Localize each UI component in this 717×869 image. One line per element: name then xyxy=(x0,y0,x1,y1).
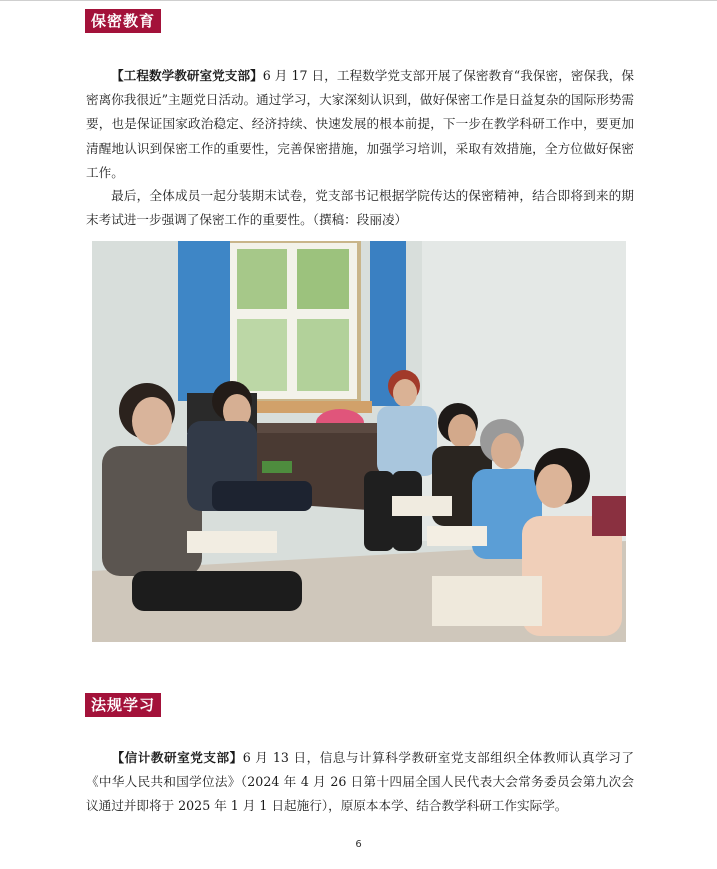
paragraph-law-study xyxy=(86,746,634,819)
paragraph-body: 6 月 17 日，工程数学党支部开展了保密教育“我保密，密保我，保密离你我很近”主题党日活动。通过学习，大家深刻认识到，做好保密工作是日益复杂的国际形势需要，也是保证国家政治稳定、经济持续、快速发展的根本前提，下一步在教学科研工作中，要更加清醒地认识到保密工作的重要性，完善保密措施，加强学习培训，采取有效措施，全方位做好保密工作。 xyxy=(86,68,634,180)
section-heading-law-study: 法规学习 xyxy=(85,693,161,717)
page-number: 6 xyxy=(355,839,362,850)
section-heading-confidentiality: 保密教育 xyxy=(85,9,161,33)
paragraph-exam-papers xyxy=(86,184,634,232)
paragraph-confidentiality-intro xyxy=(86,64,634,185)
meeting-photo xyxy=(92,241,626,642)
branch-name-info-computing: 【信计教研室党支部】 xyxy=(111,750,243,765)
branch-name-engineering-math: 【工程数学教研室党支部】 xyxy=(111,68,263,83)
paragraph-body: 最后，全体成员一起分装期末试卷，党支部书记根据学院传达的保密精神，结合即将到来的期末考试进一步强调了保密工作的重要性。（撰稿：段丽凌） xyxy=(86,188,634,228)
paragraph-body: 6 月 13 日，信息与计算科学教研室党支部组织全体教师认真学习了《中华人民共和国学位法》（2024 年 4 月 26 日第十四届全国人民代表大会常务委员会第九次会议通过并即将于 2025 年 1 月 1 日起施行），原原本本学、结合教学科研工作实际学。 xyxy=(86,750,634,814)
